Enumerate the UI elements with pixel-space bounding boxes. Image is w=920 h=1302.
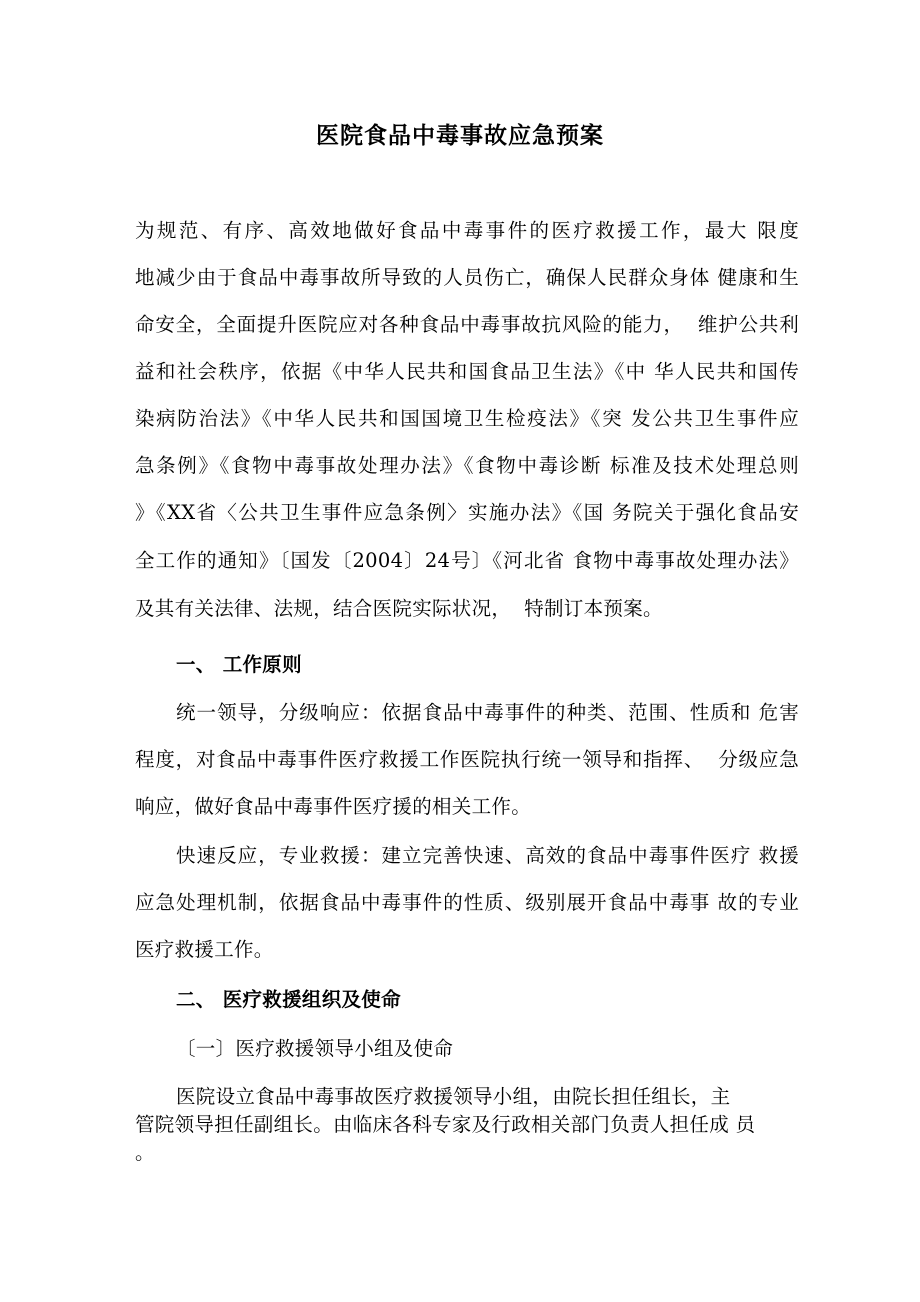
intro-line: 命安全，全面提升医院应对各种食品中毒事故抗风险的能力， 维护公共利 [135,313,799,336]
intro-line: 》《XX省〈公共卫生事件应急条例〉实施办法》《国 务院关于强化食品安 [135,501,799,524]
intro-line: 急条例》《食物中毒事故处理办法》《食物中毒诊断 标准及技术处理总则 [135,454,799,477]
subsection-heading: 〔一〕医疗救援领导小组及使命 [176,1037,454,1060]
paragraph-line: 统一领导，分级响应：依据食品中毒事件的种类、范围、性质和 危害 [176,701,799,724]
intro-line: 及其有关法律、法规，结合医院实际状况， 特制订本预案。 [135,597,663,620]
intro-line: 为规范、有序、高效地做好食品中毒事件的医疗救援工作，最大 限度 [135,219,799,242]
paragraph-line: 程度，对食品中毒事件医疗救援工作医院执行统一领导和指挥、 分级应急 [135,748,799,771]
paragraph-line: 管院领导担任副组长。由临床各科专家及行政相关部门负责人担任成 员 [135,1113,756,1136]
intro-line: 全工作的通知》〔国发〔2004〕24号〕《河北省 食物中毒事故处理办法》 [135,549,799,572]
intro-line: 染病防治法》《中华人民共和国国境卫生检疫法》《突 发公共卫生事件应 [135,407,799,430]
document-title: 医院食品中毒事故应急预案 [316,122,604,149]
intro-line: 益和社会秩序，依据《中华人民共和国食品卫生法》《中 华人民共和国传 [135,360,799,383]
paragraph-line: 快速反应，专业救援：建立完善快速、高效的食品中毒事件医疗 救援 [176,844,799,867]
section-heading: 一、 工作原则 [176,653,302,676]
section-heading: 二、 医疗救援组织及使命 [176,988,401,1011]
paragraph-line: 应急处理机制，依据食品中毒事件的性质、级别展开食品中毒事 故的专业 [135,891,799,914]
paragraph-line: 医院设立食品中毒事故医疗救援领导小组，由院长担任组长，主 [176,1085,731,1108]
paragraph-line: 。 [135,1141,155,1164]
paragraph-line: 响应，做好食品中毒事件医疗援的相关工作。 [135,795,532,818]
paragraph-line: 医疗救援工作。 [135,938,274,961]
intro-line: 地减少由于食品中毒事故所导致的人员伤亡，确保人民群众身体 健康和生 [135,266,799,289]
